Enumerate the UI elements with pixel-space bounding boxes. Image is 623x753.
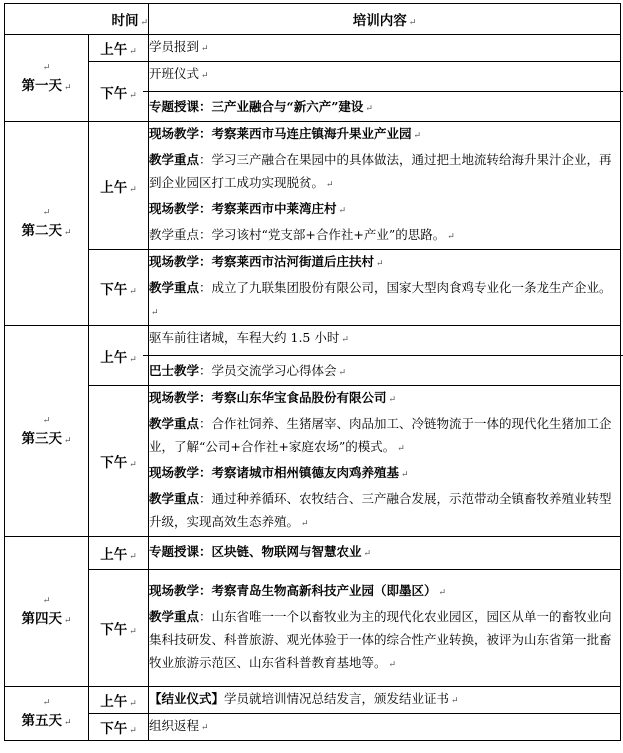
content-line	[149, 579, 620, 605]
content-line	[149, 359, 620, 385]
schedule-row	[5, 326, 621, 386]
paragraph-mark: ↵	[129, 726, 137, 736]
paragraph-mark: ↵	[63, 435, 72, 446]
day-label: 第三天	[21, 430, 62, 447]
period-label: 上午	[100, 547, 128, 563]
content-cell	[149, 62, 621, 122]
content-line	[149, 461, 620, 487]
content-line	[149, 223, 620, 249]
content-line	[149, 148, 620, 197]
bold-text: 【结业仪式】	[149, 691, 225, 706]
paragraph-mark: ↵	[376, 259, 384, 269]
day-label-cell	[5, 35, 89, 122]
plain-text: 学员报到	[149, 39, 200, 54]
paragraph-mark: ↵	[63, 616, 72, 626]
schedule-row	[5, 386, 621, 537]
plain-text: ：学员交流学习心得体会	[199, 363, 337, 378]
paragraph-mark: ↵	[201, 71, 209, 81]
content-line	[149, 687, 620, 713]
bold-text: 教学重点	[149, 491, 200, 506]
plain-text: ：成立了九联集团股份有限公司，国家大型肉食鸡专业化一条龙生产企业。	[199, 280, 612, 295]
header-time: 时间 ↵	[5, 4, 149, 35]
block-divider	[143, 355, 623, 356]
paragraph-mark: ↵	[438, 588, 447, 598]
content-line	[149, 540, 620, 566]
paragraph-mark: ↵	[341, 335, 349, 345]
paragraph-mark: ↵	[63, 228, 72, 238]
paragraph-mark: ↵	[388, 660, 397, 670]
training-schedule-table	[4, 3, 621, 741]
day-label: 第二天	[21, 223, 62, 239]
content-cell	[149, 537, 621, 570]
content-line	[149, 276, 620, 325]
period-label: 下午	[100, 85, 128, 102]
bold-text: 巴士教学	[149, 363, 200, 378]
content-line	[149, 386, 620, 412]
period-label: 上午	[100, 694, 128, 710]
plain-text: 驱车前往诸城，车程大约 1.5 小时	[149, 330, 340, 345]
block-divider	[143, 91, 623, 92]
paragraph-mark: ↵	[42, 698, 51, 708]
paragraph-mark: ↵	[401, 470, 409, 480]
bold-text: 现场教学：考察莱西市中莱湾庄村	[149, 201, 337, 216]
bold-text: 教学重点	[149, 609, 200, 624]
paragraph-mark: ↵	[129, 354, 137, 365]
paragraph-mark: ↵	[201, 44, 209, 54]
bold-text: 现场教学：考察诸城市相州镇德友肉鸡养殖基	[149, 465, 400, 480]
paragraph-mark: ↵	[201, 723, 209, 733]
plain-text: ：学习三产融合在果园中的具体做法，通过把土地流转给海升果汁企业，再到企业园区打工成功实现脱贫。	[149, 152, 612, 190]
bold-text: 教学重点	[149, 152, 200, 167]
content-line	[149, 62, 620, 88]
paragraph-mark: ↵	[63, 718, 72, 728]
schedule-row	[5, 570, 621, 687]
period-label: 上午	[100, 42, 128, 58]
paragraph-mark: ↵	[301, 519, 309, 529]
paragraph-mark: ↵	[326, 180, 334, 190]
paragraph-mark: ↵	[338, 206, 347, 216]
bold-text: 现场教学：考察莱西市马连庄镇海升果业产业园	[149, 126, 412, 141]
paragraph-mark: ↵	[63, 82, 72, 93]
period-cell	[89, 250, 149, 326]
paragraph-mark: ↵	[129, 552, 137, 562]
content-line	[149, 605, 620, 677]
paragraph-mark: ↵	[451, 696, 459, 706]
header-row	[5, 4, 621, 35]
content-cell	[149, 35, 621, 62]
content-line	[149, 95, 620, 121]
content-line	[149, 714, 620, 740]
content-line	[149, 412, 620, 461]
period-cell	[89, 537, 149, 570]
day-label: 第五天	[21, 713, 62, 729]
period-label: 下午	[100, 721, 128, 737]
paragraph-mark: ↵	[447, 232, 455, 242]
paragraph-mark: ↵	[129, 460, 137, 470]
content-line	[149, 250, 620, 276]
bold-text: 专题授课：三产业融合与“新六产”建设	[149, 99, 364, 114]
plain-text: 教学重点：学习该村“党支部+合作社+产业”的思路。	[149, 227, 446, 242]
paragraph-mark: ↵	[129, 627, 137, 637]
plain-text: ：合作社饲养、生猪屠宰、肉品加工、冷链物流于一体的现代化生猪加工企业，了解“公司+合作社+家庭农场”的模式。	[149, 416, 612, 454]
schedule-row	[5, 687, 621, 714]
schedule-row	[5, 537, 621, 570]
content-cell	[149, 250, 621, 326]
period-cell	[89, 570, 149, 687]
paragraph-mark: ↵	[413, 131, 422, 141]
day-label: 第四天	[21, 611, 62, 627]
content-cell	[149, 326, 621, 386]
period-cell	[89, 62, 149, 122]
paragraph-mark: ↵	[365, 104, 373, 114]
content-cell	[149, 122, 621, 250]
paragraph-mark: ↵	[397, 444, 405, 454]
bold-text: 现场教学：考察青岛生物高新科技产业园（即墨区）	[149, 583, 437, 598]
content-cell	[149, 570, 621, 687]
period-cell	[89, 386, 149, 537]
bold-text: 专题授课：区块链、物联网与智慧农业	[149, 544, 362, 559]
period-cell	[89, 35, 149, 62]
period-label: 下午	[100, 281, 128, 298]
schedule-row	[5, 250, 621, 326]
day-label-cell	[5, 687, 89, 741]
plain-text: ：通过种养循环、农牧结合、三产融合发展，示范带动全镇畜牧养殖业转型升级，实现高效生态养殖。	[149, 491, 612, 529]
period-label: 上午	[100, 349, 128, 366]
paragraph-mark: ↵	[151, 308, 159, 318]
paragraph-mark: ↵	[42, 415, 51, 426]
paragraph-mark: ↵	[129, 184, 137, 195]
period-label: 上午	[100, 179, 128, 196]
content-cell	[149, 386, 621, 537]
paragraph-mark: ↵	[338, 368, 347, 378]
paragraph-mark: ↵	[42, 62, 51, 73]
period-cell	[89, 687, 149, 714]
plain-text: 组织返程	[149, 718, 200, 733]
paragraph-mark: ↵	[129, 286, 137, 297]
paragraph-mark: ↵	[129, 90, 137, 101]
bold-text: 现场教学：考察莱西市沽河街道后庄扶村	[149, 254, 375, 269]
day-label-cell	[5, 326, 89, 537]
paragraph-mark: ↵	[388, 395, 397, 405]
period-cell	[89, 326, 149, 386]
schedule-body	[5, 35, 621, 741]
schedule-row	[5, 714, 621, 741]
content-line	[149, 122, 620, 148]
day-label-cell	[5, 537, 89, 687]
content-line	[149, 197, 620, 223]
content-cell	[149, 687, 621, 714]
paragraph-mark: ↵	[42, 208, 51, 218]
plain-text: ：山东省唯一一个以畜牧业为主的现代化农业园区，园区从单一的畜牧业向集科技研发、科普旅游、观光体验于一体的综合性产业转换，被评为山东省第一批畜牧业旅游示范区、山东省科普教育基地等。	[149, 609, 612, 670]
paragraph-mark: ↵	[363, 549, 372, 559]
content-cell	[149, 714, 621, 741]
period-label: 下午	[100, 622, 128, 638]
schedule-row	[5, 35, 621, 62]
day-label: 第一天	[21, 77, 62, 94]
schedule-row	[5, 62, 621, 122]
schedule-row	[5, 122, 621, 250]
paragraph-mark: ↵	[129, 47, 137, 57]
paragraph-mark: ↵	[42, 596, 51, 606]
content-line	[149, 35, 620, 61]
period-label: 下午	[100, 455, 128, 471]
period-cell	[89, 122, 149, 250]
plain-text: 学员就培训情况总结发言，颁发结业证书	[224, 691, 450, 706]
day-label-cell	[5, 122, 89, 326]
period-cell	[89, 714, 149, 741]
content-line	[149, 487, 620, 536]
content-line	[149, 326, 620, 352]
header-content: 培训内容 ↵	[149, 4, 621, 35]
bold-text: 教学重点	[149, 416, 200, 431]
paragraph-mark: ↵	[129, 699, 137, 709]
plain-text: 开班仪式	[149, 66, 200, 81]
bold-text: 现场教学：考察山东华宝食品股份有限公司	[149, 390, 387, 405]
bold-text: 教学重点	[149, 280, 200, 295]
